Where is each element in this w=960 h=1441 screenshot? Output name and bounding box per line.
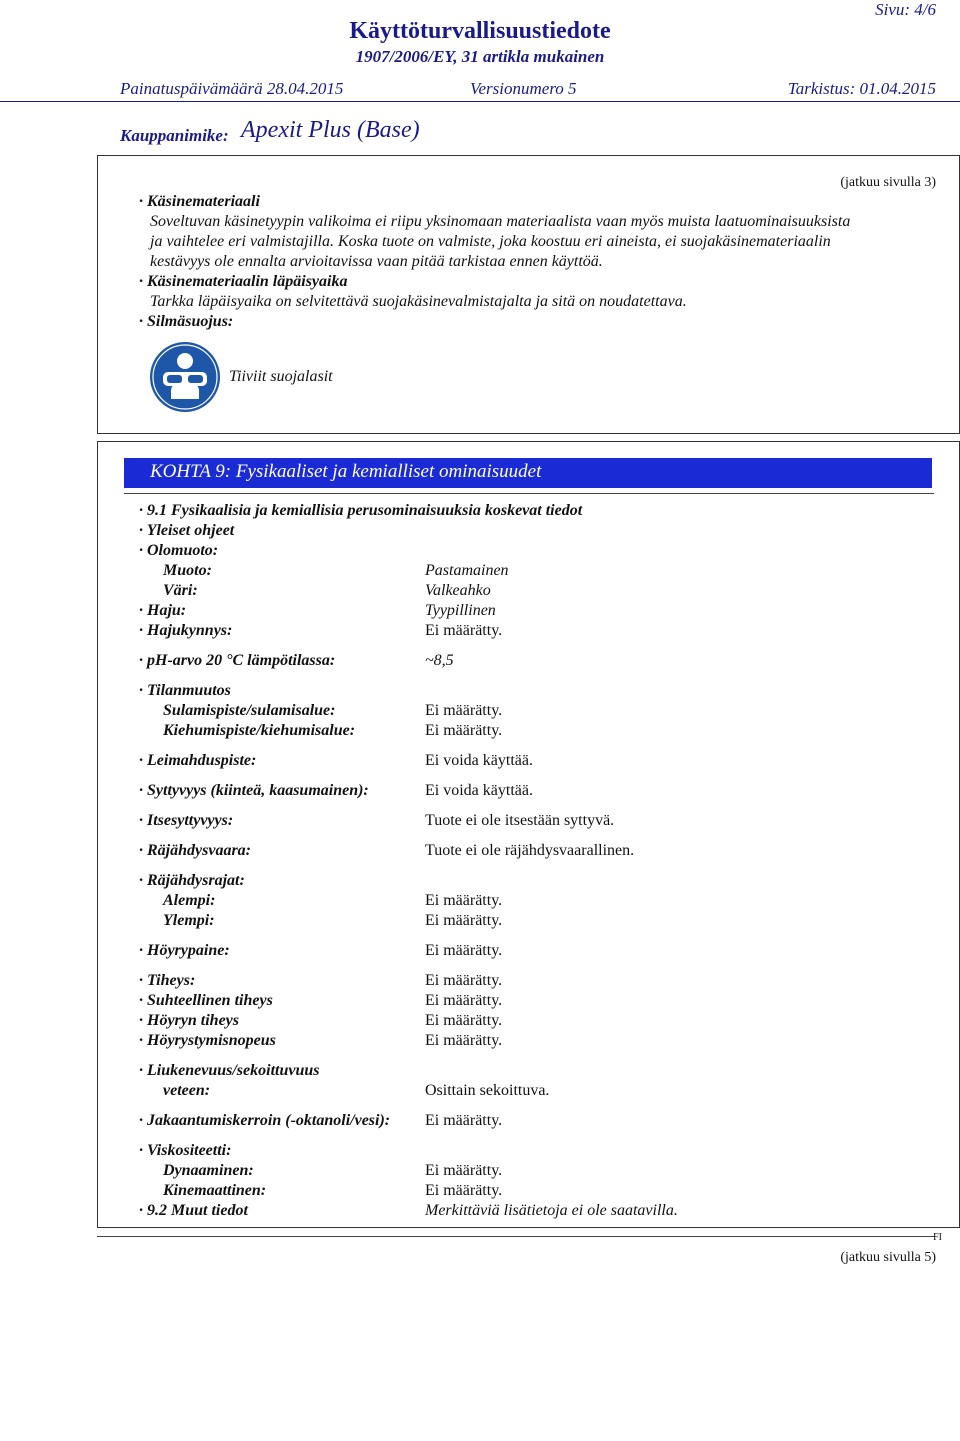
property-label: Kinemaattinen: [163,1182,267,1199]
section9-subtitle: · 9.1 Fysikaalisia ja kemiallisia perusominaisuuksia koskevat tiedot [139,502,583,519]
continued-on: (jatkuu sivulla 5) [840,1250,936,1265]
property-label: · Viskositeetti: [139,1142,232,1159]
section9-box [97,441,960,1228]
property-label: · Räjähdysvaara: [139,842,251,859]
property-label: · Tiheys: [139,972,196,989]
document-title: Käyttöturvallisuustiedote [349,18,611,44]
property-value: Ei määrätty. [425,1032,503,1049]
regulation-reference: 1907/2006/EY, 31 artikla mukainen [355,47,605,66]
property-label: · Höyryn tiheys [139,1012,239,1029]
property-value: Tyypillinen [425,602,496,619]
property-value: Tuote ei ole itsestään syttyvä. [425,812,615,829]
property-label: Ylempi: [163,912,215,929]
property-label: · Tilanmuutos [139,682,231,699]
property-value: Ei määrätty. [425,1112,503,1129]
property-label: Kiehumispiste/kiehumisalue: [163,722,356,739]
property-label: · Hajukynnys: [139,622,233,639]
property-value: Valkeahko [425,582,491,599]
property-label: · Räjähdysrajat: [139,872,245,889]
property-label: · Leimahduspiste: [139,752,257,769]
eye-protection-heading: · Silmäsuojus: [139,313,234,330]
property-value: Ei määrätty. [425,1162,503,1179]
property-label: · Itsesyttyvyys: [139,812,234,829]
property-label: veteen: [163,1082,211,1099]
penetration-heading: · Käsinemateriaalin läpäisyaika [139,273,348,290]
trade-name: Apexit Plus (Base) [241,117,420,143]
property-label: · Suhteellinen tiheys [139,992,273,1009]
property-value: Pastamainen [425,562,509,579]
trade-name-label: Kauppanimike: [120,126,229,145]
language-code: FI [933,1232,942,1243]
safety-goggles-icon [149,341,221,413]
property-value: Osittain sekoittuva. [425,1082,550,1099]
revision-date: Tarkistus: 01.04.2015 [787,79,936,98]
property-label: · Haju: [139,602,187,619]
property-label: Väri: [163,582,198,599]
version-number: Versionumero 5 [470,79,577,98]
property-value: ~8,5 [425,652,454,669]
footer-rule [97,1236,935,1237]
property-label: · pH-arvo 20 °C lämpötilassa: [139,652,336,669]
penetration-text: Tarkka läpäisyaika on selvitettävä suojakäsinevalmistajalta ja sitä on noudatettava. [150,293,687,310]
property-value: Tuote ei ole räjähdysvaarallinen. [425,842,635,859]
property-label: Alempi: [163,892,216,909]
property-label: · Jakaantumiskerroin (-oktanoli/vesi): [139,1112,391,1129]
property-label: Sulamispiste/sulamisalue: [163,702,336,719]
glove-material-heading: · Käsinemateriaali [139,193,260,210]
property-value: Ei määrätty. [425,1012,503,1029]
property-label: Muoto: [163,562,212,579]
property-value: Ei määrätty. [425,1182,503,1199]
property-value: Ei määrätty. [425,722,503,739]
property-value: Ei määrätty. [425,942,503,959]
property-value: Ei määrätty. [425,702,503,719]
property-label: · 9.2 Muut tiedot [139,1202,248,1219]
glove-material-text-1: Soveltuvan käsinetyypin valikoima ei riipu yksinomaan materiaalista vaan myös muista laatuominaisuuksista [150,213,851,230]
property-value: Ei voida käyttää. [425,782,533,799]
property-label: · Höyrystymisnopeus [139,1032,276,1049]
property-label: · Liukenevuus/sekoittuvuus [139,1062,320,1079]
property-value: Ei voida käyttää. [425,752,533,769]
section9-title: KOHTA 9: Fysikaaliset ja kemialliset ominaisuudet [124,458,932,488]
section9-top-rule [124,493,934,494]
eye-protection-text: Tiiviit suojalasit [229,368,333,385]
print-date: Painatuspäivämäärä 28.04.2015 [120,79,344,98]
appearance-heading: · Olomuoto: [139,542,219,559]
header-rule [0,101,960,102]
property-value: Ei määrätty. [425,992,503,1009]
glove-material-text-3: kestävyys ole ennalta arvioitavissa vaan pitää tarkistaa ennen käyttöä. [150,253,603,270]
general-info-heading: · Yleiset ohjeet [139,522,235,539]
property-value: Ei määrätty. [425,622,503,639]
property-label: · Höyrypaine: [139,942,230,959]
property-value: Ei määrätty. [425,912,503,929]
glove-material-text-2: ja vaihtelee eri valmistajilla. Koska tuote on valmiste, joka koostuu eri aineista, ei suojakäsinemateriaalin [150,233,831,250]
continued-from: (jatkuu sivulla 3) [840,175,936,190]
property-label: Dynaaminen: [163,1162,254,1179]
property-value: Ei määrätty. [425,892,503,909]
property-label: · Syttyvyys (kiinteä, kaasumainen): [139,782,369,799]
property-value: Ei määrätty. [425,972,503,989]
page-number: Sivu: 4/6 [875,0,936,19]
property-value: Merkittäviä lisätietoja ei ole saatavilla. [425,1202,678,1219]
